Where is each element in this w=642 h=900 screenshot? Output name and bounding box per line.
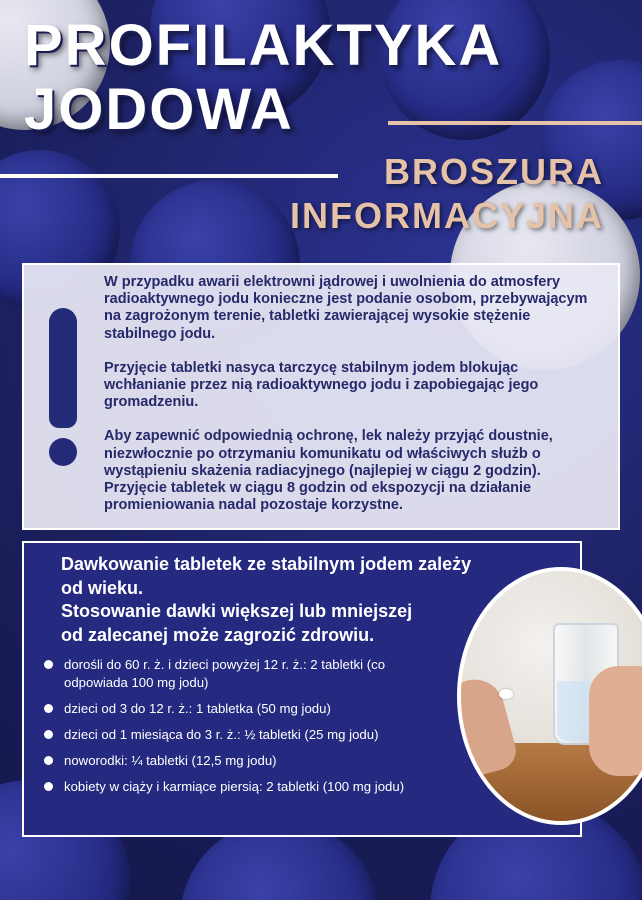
info-box (22, 263, 620, 530)
subtitle-divider (388, 121, 642, 125)
bullet-icon (44, 704, 53, 713)
dosage-item-text: dorośli do 60 r. ż. i dzieci powyżej 12 r. ż.: 2 tabletki (co odpowiada 100 mg jodu) (64, 657, 386, 690)
info-paragraph: W przypadku awarii elektrowni jądrowej i uwolnienia do atmosfery radioaktywnego jodu konieczne jest podanie osobom, przebywającym na zagrożonym terenie, tabletki zawierającej wysokie stężenie stabilnego jodu. (104, 274, 588, 342)
bullet-icon (44, 660, 53, 669)
dosage-heading-line: Dawkowanie tabletek ze stabilnym jodem zależy (61, 554, 472, 574)
subtitle (184, 150, 604, 238)
dosage-item-text: dzieci od 3 do 12 r. ż.: 1 tabletka (50 mg jodu) (64, 701, 331, 716)
list-item (24, 700, 444, 718)
dosage-item-text: kobiety w ciąży i karmiące piersią: 2 tabletki (100 mg jodu) (64, 779, 405, 794)
dosage-heading-line: Stosowanie dawki większej lub mniejszej (61, 601, 413, 621)
dosage-heading-line: od wieku. (61, 577, 144, 598)
dosage-item-text: noworodki: ¼ tabletki (12,5 mg jodu) (64, 753, 277, 768)
title-line: JODOWA (24, 77, 294, 142)
list-item (24, 752, 444, 770)
subtitle-line: BROSZURA (384, 151, 604, 192)
bullet-icon (44, 782, 53, 791)
info-paragraph: Aby zapewnić odpowiednią ochronę, lek należy przyjąć doustnie, niezwłocznie po otrzymaniu komunikatu od właściwych służb o wystąpieniu skażenia radiacyjnego (najlepiej w ciągu 2 godzin). Przyjęcie tabletek w ciągu 8 godzin od ekspozycji na działanie promieniowania nadal pozostaje korzystne. (104, 428, 553, 514)
tablet-icon (499, 689, 513, 699)
list-item (24, 726, 444, 744)
dosage-heading (61, 553, 501, 647)
title-line: PROFILAKTYKA (24, 13, 503, 78)
bullet-icon (44, 730, 53, 739)
hand-holding-glass (589, 666, 642, 776)
dosage-list (24, 656, 444, 804)
info-text (104, 274, 604, 531)
dosage-heading-line: od zalecanej może zagrozić zdrowiu. (61, 624, 375, 645)
list-item (24, 656, 444, 692)
bullet-icon (44, 756, 53, 765)
list-item (24, 778, 444, 796)
dosage-item-text: dzieci od 1 miesiąca do 3 r. ż.: ½ tabletki (25 mg jodu) (64, 727, 379, 742)
subtitle-line: INFORMACYJNA (289, 195, 604, 236)
info-paragraph: Przyjęcie tabletki nasyca tarczycę stabilnym jodem blokując wchłanianie przez nią radioaktywnego jodu i zapobiegając jego gromadzeniu. (104, 359, 539, 411)
